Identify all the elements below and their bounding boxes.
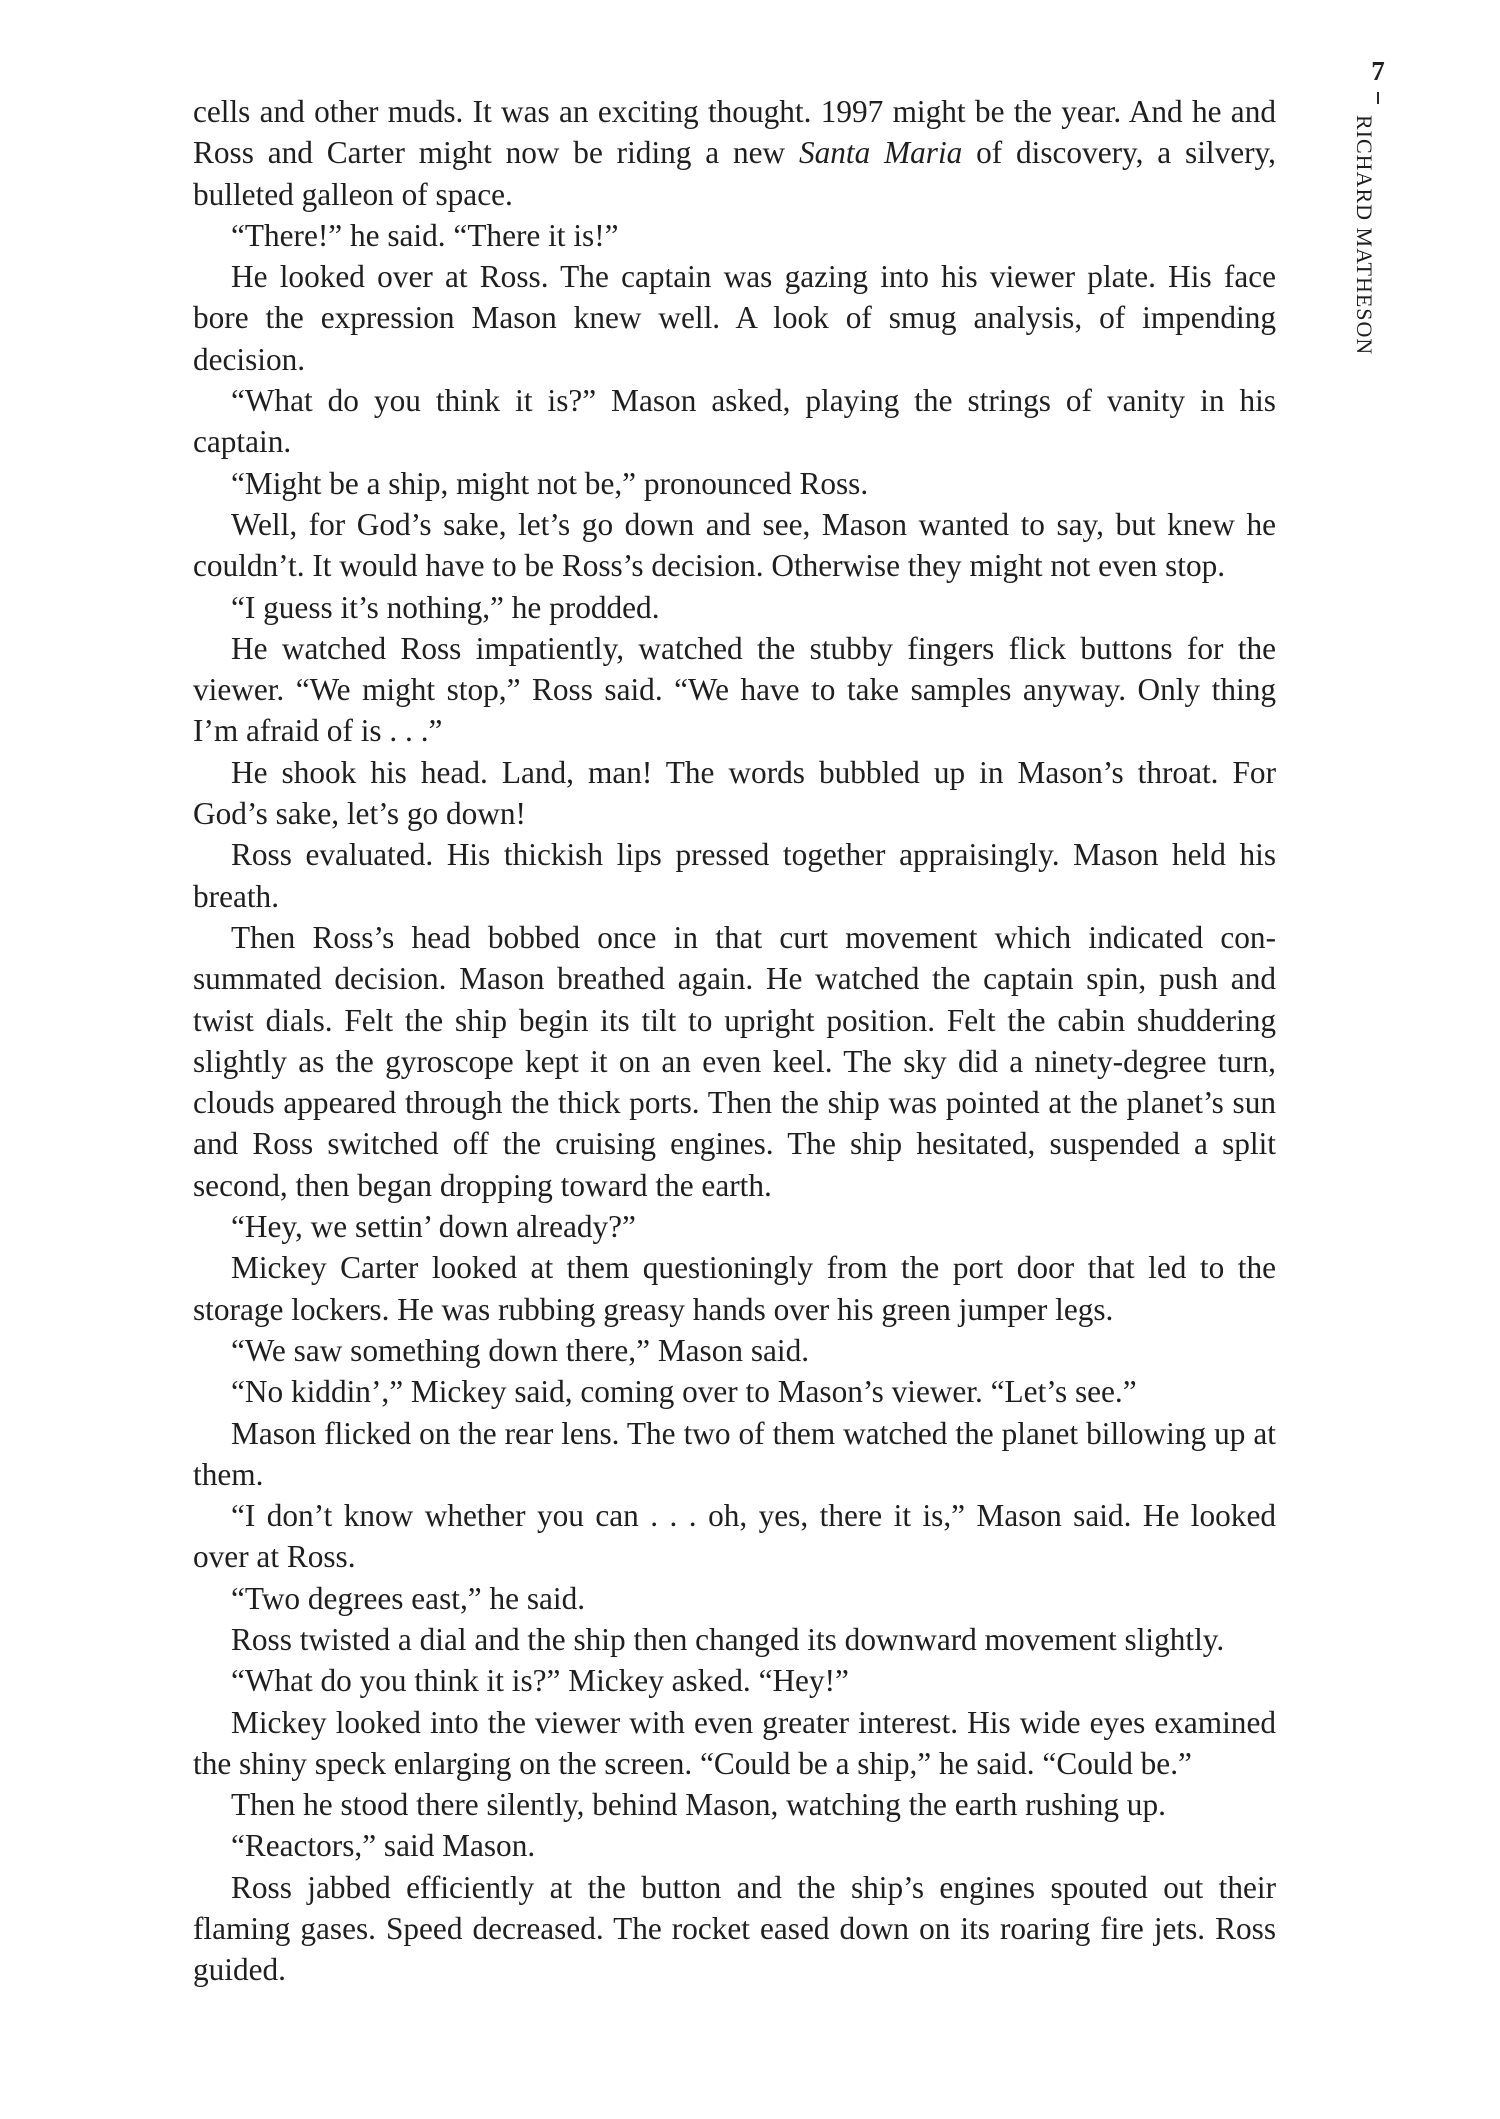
paragraph: Then he stood there silently, behind Mason, watching the earth rushing up. (231, 1787, 1166, 1823)
paragraph: Mickey looked into the viewer with even greater interest. His wide eyes examined the shiny speck enlarging on the screen. “Could be a ship,” he said. “Could be.” (193, 1704, 1276, 1781)
paragraph: “Might be a ship, might not be,” pronounced Ross. (231, 465, 869, 501)
paragraph: He shook his head. Land, man! The words bubbled up in Mason’s throat. For God’s sake, let’s go down! (193, 754, 1276, 832)
paragraph: “Hey, we settin’ down already?” (231, 1209, 636, 1245)
paragraph: “I guess it’s nothing,” he prodded. (231, 589, 660, 625)
paragraph: Mickey Carter looked at them questioningly from the port door that led to the storage lockers. He was rubbing greasy hands over his green jumper legs. (193, 1250, 1276, 1327)
paragraph: “We saw something down there,” Mason said. (231, 1332, 810, 1368)
paragraph: Mason flicked on the rear lens. The two of them watched the planet billowing up at them. (193, 1415, 1276, 1492)
paragraph: Then Ross’s head bobbed once in that curt movement which indicated consummated decision. Mason breathed again. He watched the captain spin, push and twist dials. Felt the ship begin its tilt to upright position. Felt the cabin shuddering slightly as the gyroscope kept it on an even keel. The sky did a ninety-degree turn, clouds appeared through the thick ports. Then the ship was pointed at the planet’s sun and Ross switched off the cruising engines. The ship hesitated, suspended a split second, then began dropping toward the earth. (193, 919, 1276, 1203)
paragraph: He looked over at Ross. The captain was gazing into his viewer plate. His face bore the expression Mason knew well. A look of smug analysis, of impending decision. (193, 259, 1276, 377)
paragraph: “Two degrees east,” he said. (231, 1580, 586, 1616)
running-head-author: RICHARD MATHESON (1352, 115, 1377, 356)
paragraph: He watched Ross impatiently, watched the stubby fingers flick buttons for the viewer. “We might stop,” Ross said. “We have to take samples anyway. Only thing I’m afraid of is . . .” (193, 630, 1276, 749)
paragraph: cells and other muds. It was an exciting thought. 1997 might be the year. And he and Ross and Carter might now be riding a new Santa Maria of discovery, a silvery, bulleted galleon of space. (193, 94, 1276, 212)
paragraph: Ross twisted a dial and the ship then changed its downward movement slightly. (231, 1621, 1225, 1657)
italic-title: Santa Maria (798, 135, 963, 171)
running-head-rule (1377, 92, 1379, 104)
paragraph: Well, for God’s sake, let’s go down and see, Mason wanted to say, but knew he couldn’t. It would have to be Ross’s decision. Otherwise they might not even stop. (193, 506, 1276, 584)
paragraph: “What do you think it is?” Mickey asked. “Hey!” (231, 1663, 849, 1699)
page-number: 7 (1371, 56, 1385, 86)
paragraph: Ross evaluated. His thickish lips pressed together appraisingly. Mason held his breath. (193, 837, 1276, 914)
body-text (193, 91, 1276, 1991)
paragraph: “Reactors,” said Mason. (231, 1828, 536, 1864)
paragraph: “I don’t know whether you can . . . oh, yes, there it is,” Mason said. He looked over at Ross. (193, 1498, 1276, 1575)
paragraph: “No kiddin’,” Mickey said, coming over to Mason’s viewer. “Let’s see.” (231, 1374, 1137, 1410)
paragraph: Ross jabbed efficiently at the button and the ship’s engines spouted out their flaming gases. Speed decreased. The rocket eased down on its roaring fire jets. Ross guided. (193, 1869, 1276, 1988)
paragraph: “What do you think it is?” Mason asked, playing the strings of vanity in his captain. (193, 383, 1276, 460)
paragraph: “There!” he said. “There it is!” (231, 217, 619, 253)
